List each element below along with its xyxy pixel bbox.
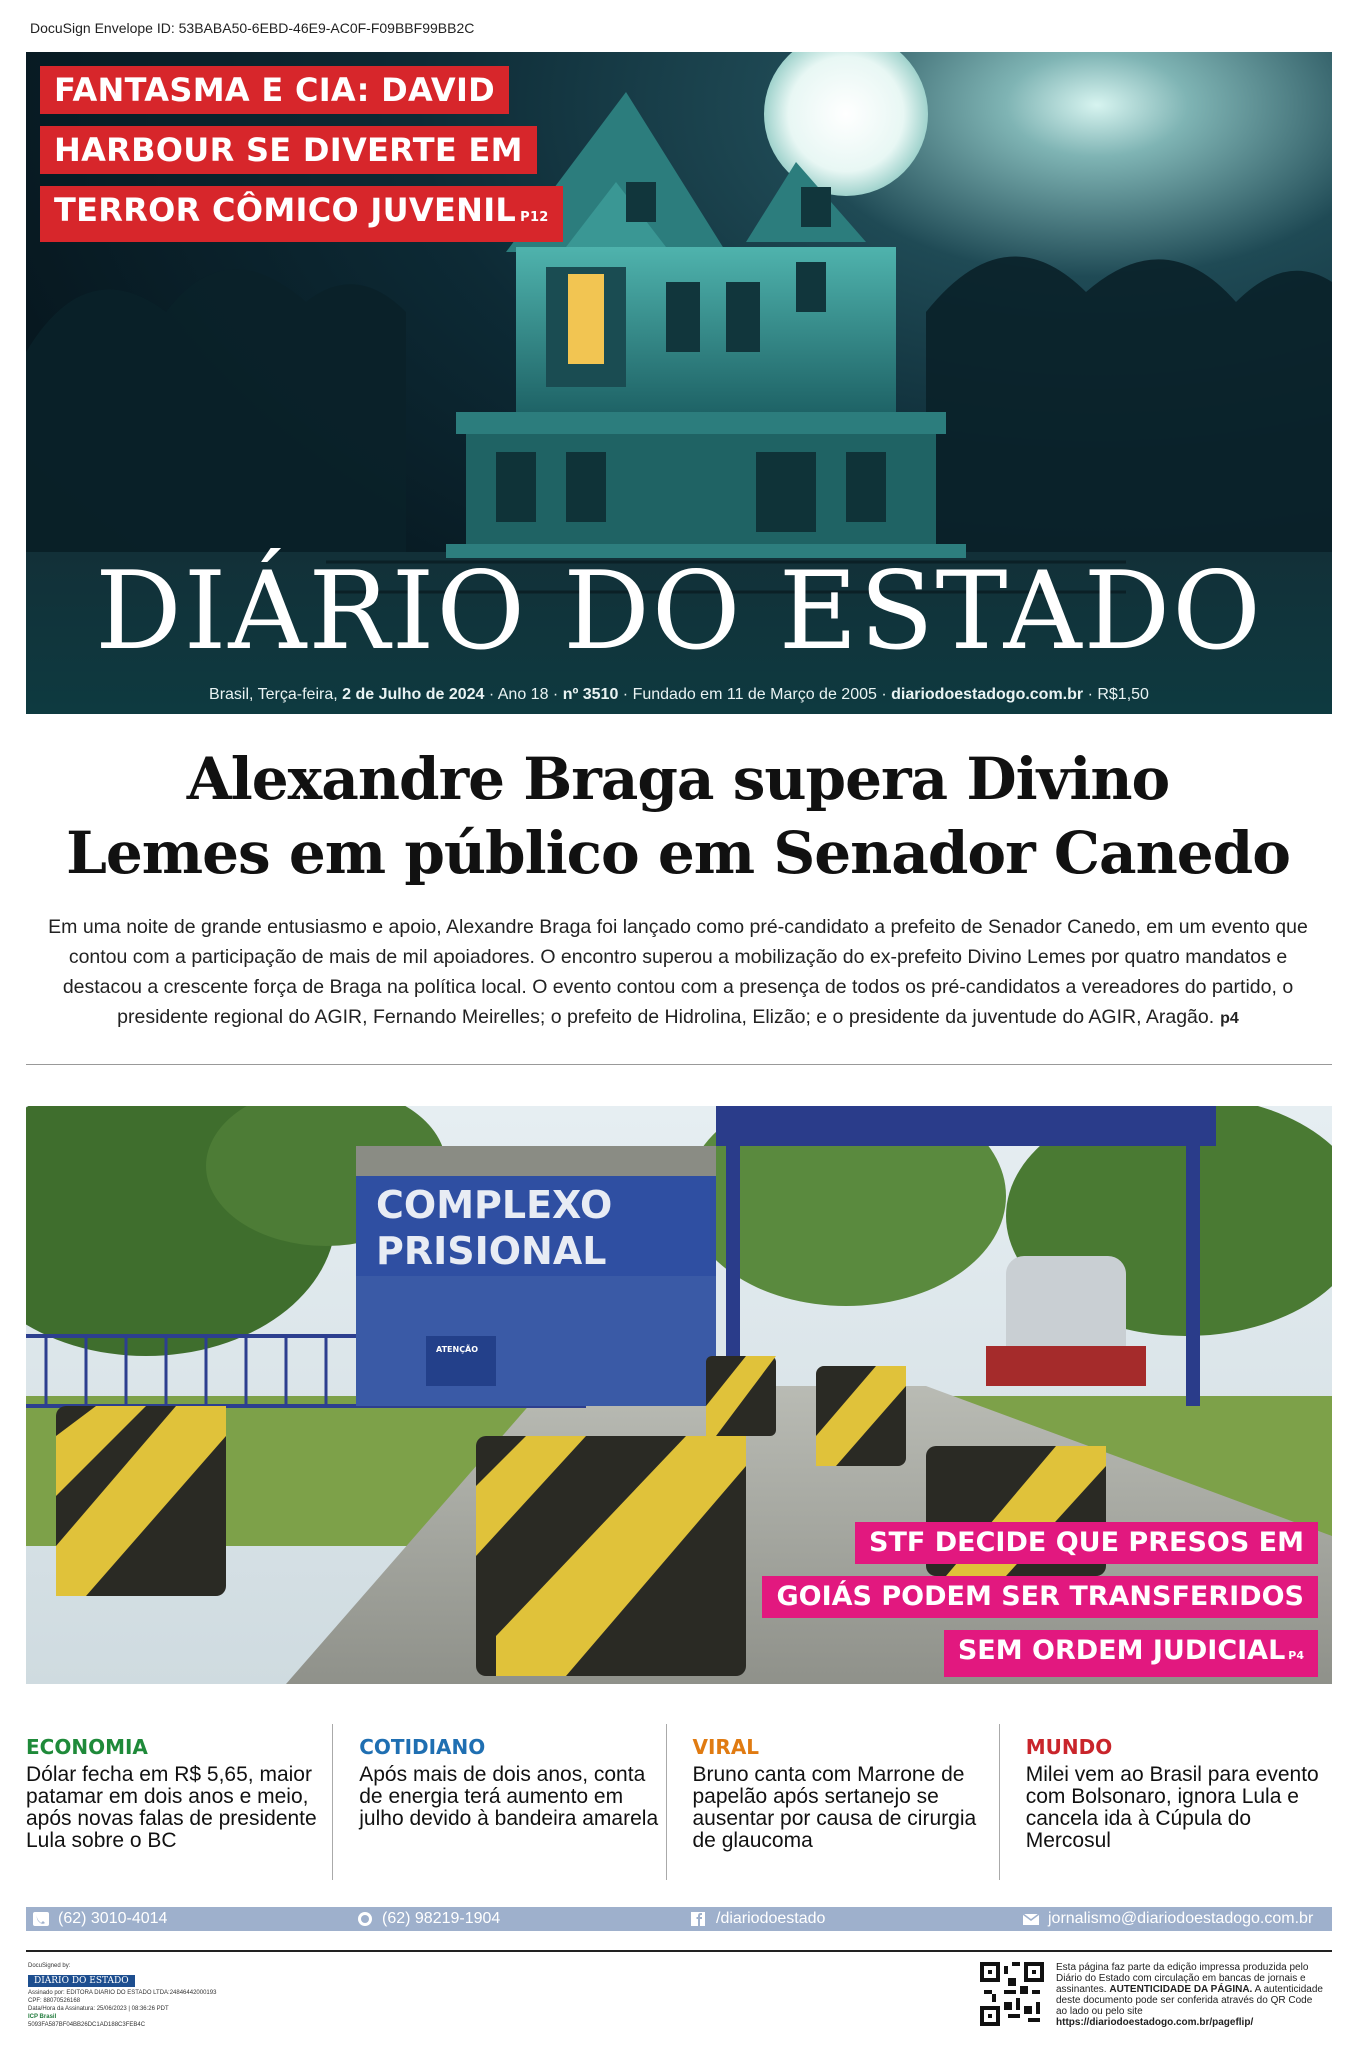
stf-callout bbox=[762, 1522, 1318, 1684]
qr-text-intro: Esta página faz parte da edição impressa produzida pelo Diário do Estado com circulação em bancas de jornais e assinantes. bbox=[1056, 1962, 1309, 1995]
promo-line-text: TERROR CÔMICO JUVENIL bbox=[54, 191, 517, 229]
footer-divider bbox=[26, 1950, 1332, 1952]
dateline-number: nº 3510 bbox=[562, 686, 619, 703]
qr-text-bold: AUTENTICIDADE DA PÁGINA. bbox=[1109, 1984, 1253, 1995]
facebook-icon bbox=[690, 1911, 708, 1927]
section-cotidiano[interactable] bbox=[332, 1724, 665, 1880]
docusign-signed-by: DocuSigned by: bbox=[28, 1963, 71, 1969]
headline-line-2: Lemes em público em Senador Canedo bbox=[66, 819, 1290, 887]
email-icon bbox=[1022, 1911, 1040, 1927]
section-label: ECONOMIA bbox=[26, 1735, 148, 1759]
main-lead bbox=[36, 912, 1320, 1034]
callout-line-text: SEM ORDEM JUDICIAL bbox=[957, 1635, 1286, 1666]
dateline-year: · Ano 18 · bbox=[488, 686, 559, 703]
callout-line[interactable]: STF DECIDE QUE PRESOS EM bbox=[855, 1522, 1318, 1564]
phone-icon bbox=[32, 1911, 50, 1927]
masthead-cover bbox=[26, 52, 1332, 714]
docusign-id: 5093FA587BF04BB26DC1AD188C3FEB4C bbox=[28, 2022, 146, 2028]
notice-sign: ATENÇÃO bbox=[436, 1345, 479, 1354]
icp-brasil-badge: ICP Brasil bbox=[28, 2014, 57, 2020]
authenticity-note bbox=[1056, 1962, 1326, 2028]
dateline-site[interactable]: diariodoestadogo.com.br bbox=[891, 686, 1084, 703]
sign-text-1: COMPLEXO bbox=[376, 1183, 613, 1227]
qr-code[interactable] bbox=[980, 1962, 1044, 2026]
dateline-founded: · Fundado em 11 de Março de 2005 · bbox=[622, 686, 887, 703]
docusign-envelope-id: DocuSign Envelope ID: 53BABA50-6EBD-46E9-AC0F-F09BBF99BB2C bbox=[30, 20, 475, 36]
section-economia[interactable] bbox=[26, 1724, 332, 1880]
promo-block bbox=[40, 66, 563, 254]
promo-line[interactable] bbox=[40, 186, 563, 242]
dateline-price: · R$1,50 bbox=[1087, 686, 1149, 703]
section-label: COTIDIANO bbox=[359, 1735, 486, 1759]
headline-line-1: Alexandre Braga supera Divino bbox=[186, 745, 1170, 813]
section-label: MUNDO bbox=[1025, 1735, 1113, 1759]
callout-page: P4 bbox=[1288, 1649, 1304, 1662]
docusign-logo: DIÁRIO DO ESTADO bbox=[28, 1975, 135, 1987]
lit-window bbox=[568, 274, 604, 364]
dateline-place-day: Brasil, Terça-feira, bbox=[209, 686, 338, 703]
dateline-date: 2 de Julho de 2024 bbox=[342, 686, 485, 703]
section-text: Milei vem ao Brasil para evento com Bolsonaro, ignora Lula e cancela ida à Cúpula do Mercosul bbox=[1025, 1763, 1319, 1852]
contact-phone[interactable] bbox=[32, 1907, 167, 1931]
section-viral[interactable] bbox=[666, 1724, 999, 1880]
contact-facebook[interactable] bbox=[690, 1907, 825, 1931]
qr-url[interactable]: https://diariodoestadogo.com.br/pageflip/ bbox=[1056, 2017, 1254, 2028]
newspaper-logo: DIÁRIO DO ESTADO bbox=[95, 549, 1263, 674]
contact-bar bbox=[26, 1907, 1332, 1931]
contact-email-text: jornalismo@diariodoestadogo.com.br bbox=[1048, 1910, 1314, 1927]
section-text: Após mais de dois anos, conta de energia terá aumento em julho devido à bandeira amarela bbox=[359, 1763, 659, 1830]
contact-whatsapp[interactable] bbox=[356, 1907, 500, 1931]
qr-text-rest: A autenticidade deste documento pode ser conferida através do QR Code ao lado ou pelo site bbox=[1056, 1984, 1323, 2017]
sign-text-2: PRISIONAL bbox=[376, 1229, 607, 1273]
section-text: Bruno canta com Marrone de papelão após sertanejo se ausentar por causa de cirurgia de glaucoma bbox=[692, 1763, 977, 1852]
callout-line[interactable]: GOIÁS PODEM SER TRANSFERIDOS bbox=[762, 1576, 1318, 1618]
dateline bbox=[26, 686, 1332, 704]
divider bbox=[26, 1064, 1332, 1065]
docusign-line: Data/Hora da Assinatura: 25/06/2023 | 08:36:26 PDT bbox=[28, 2006, 169, 2012]
promo-page: P12 bbox=[520, 210, 549, 225]
callout-line[interactable] bbox=[944, 1630, 1318, 1677]
contact-phone-text: (62) 3010-4014 bbox=[58, 1910, 168, 1927]
contact-whatsapp-text: (62) 98219-1904 bbox=[382, 1910, 501, 1927]
section-text: Dólar fecha em R$ 5,65, maior patamar em dois anos e meio, após novas falas de presidente Lula sobre o BC bbox=[26, 1763, 317, 1852]
prison-photo bbox=[26, 1106, 1332, 1684]
main-headline[interactable] bbox=[40, 742, 1316, 890]
section-teasers bbox=[26, 1724, 1332, 1880]
section-mundo[interactable] bbox=[999, 1724, 1332, 1880]
contact-facebook-text: /diariodoestado bbox=[716, 1910, 826, 1927]
contact-email[interactable] bbox=[1022, 1907, 1313, 1931]
docusign-line: CPF: 88070526168 bbox=[28, 1998, 81, 2004]
lead-page: p4 bbox=[1220, 1010, 1239, 1027]
lead-text: Em uma noite de grande entusiasmo e apoio, Alexandre Braga foi lançado como pré-candidato a prefeito de Senador Canedo, em um evento que contou com a participação de mais de mil apoiadores. O encontro superou a mobilização do ex-prefeito Divino Lemes por quatro mandatos e destacou a crescente força de Braga na política local. O evento contou com a presença de todos os pré-candidatos a vereadores do partido, o presidente regional do AGIR, Fernando Meirelles; o prefeito de Hidrolina, Elizão; e o presidente da juventude do AGIR, Aragão. bbox=[48, 916, 1308, 1028]
section-label: VIRAL bbox=[692, 1735, 760, 1759]
promo-line[interactable]: HARBOUR SE DIVERTE EM bbox=[40, 126, 537, 174]
docusign-line: Assinado por: EDITORA DIARIO DO ESTADO LTDA:24846442000193 bbox=[28, 1990, 217, 1996]
docusign-stamp bbox=[28, 1962, 268, 2042]
promo-line[interactable]: FANTASMA E CIA: DAVID bbox=[40, 66, 509, 114]
whatsapp-icon bbox=[356, 1911, 374, 1927]
